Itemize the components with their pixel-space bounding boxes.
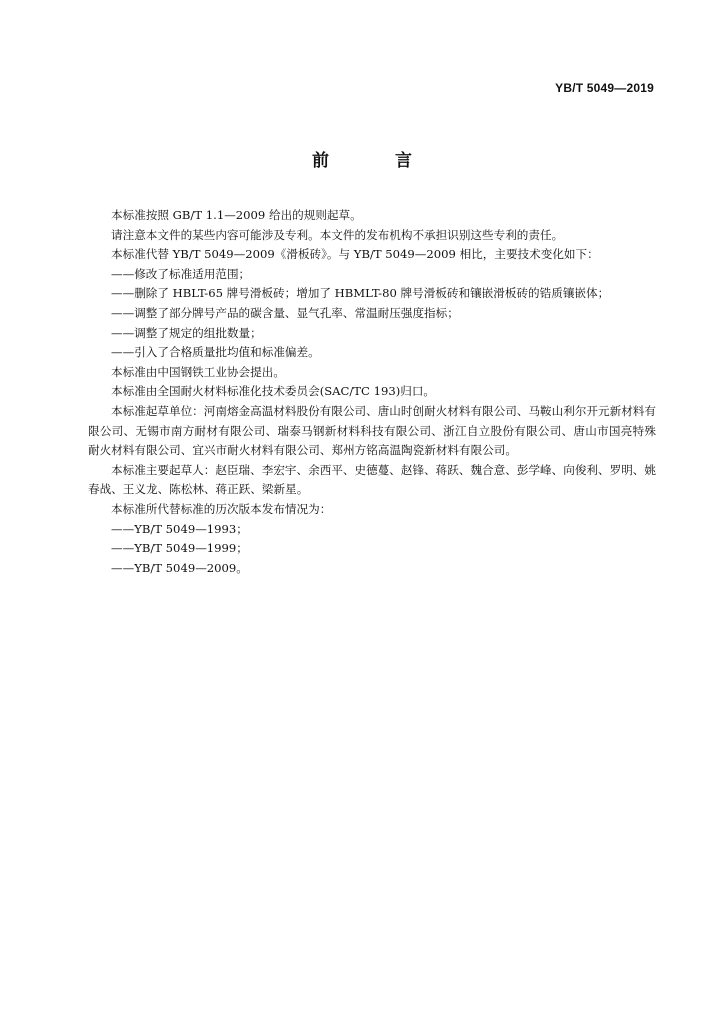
paragraph-drafting-units: 本标准起草单位：河南熔金高温材料股份有限公司、唐山时创耐火材料有限公司、马鞍山利尔开元新材料有限公司、无锡市南方耐材有限公司、瑞泰马钢新材料科技有限公司、浙江自立股份有限公司、唐山市国亮特殊耐火材料有限公司、宜兴市耐火材料有限公司、郑州方铭高温陶瓷新材料有限公司。 bbox=[88, 403, 656, 458]
change-item: ——调整了规定的组批数量； bbox=[111, 325, 262, 340]
change-item: ——引入了合格质量批均值和标准偏差。 bbox=[111, 345, 320, 360]
change-item: ——修改了标准适用范围； bbox=[111, 266, 251, 281]
history-item: ——YB/T 5049—1993； bbox=[111, 521, 248, 536]
foreword-body bbox=[88, 206, 656, 578]
paragraph-replacement: 本标准代替 YB/T 5049—2009《滑板砖》。与 YB/T 5049—2009 相比，主要技术变化如下： bbox=[111, 247, 599, 262]
history-item: ——YB/T 5049—2009。 bbox=[111, 560, 248, 575]
change-item: ——调整了部分牌号产品的碳含量、显气孔率、常温耐压强度指标； bbox=[111, 305, 459, 320]
paragraph-committee: 本标准由全国耐火材料标准化技术委员会(SAC/TC 193)归口。 bbox=[111, 384, 436, 399]
paragraph-drafting-rules: 本标准按照 GB/T 1.1—2009 给出的规则起草。 bbox=[111, 208, 362, 222]
paragraph-history-intro: 本标准所代替标准的历次版本发布情况为： bbox=[111, 501, 332, 516]
history-item: ——YB/T 5049—1999； bbox=[111, 541, 248, 556]
change-item: ——删除了 HBLT-65 牌号滑板砖；增加了 HBMLT-80 牌号滑板砖和镶嵌滑板砖的锆质镶嵌体； bbox=[111, 286, 610, 301]
standard-code: YB/T 5049—2019 bbox=[555, 81, 654, 95]
paragraph-patent-notice: 请注意本文件的某些内容可能涉及专利。本文件的发布机构不承担识别这些专利的责任。 bbox=[111, 227, 564, 242]
page-title: 前 言 bbox=[312, 151, 442, 171]
paragraph-drafters: 本标准主要起草人：赵臣瑞、李宏宇、余西平、史德蔓、赵锋、蒋跃、魏合意、彭学峰、向俊利、罗明、姚春战、王义龙、陈松林、蒋正跃、梁新星。 bbox=[88, 462, 656, 497]
paragraph-proposer: 本标准由中国钢铁工业协会提出。 bbox=[111, 364, 285, 379]
